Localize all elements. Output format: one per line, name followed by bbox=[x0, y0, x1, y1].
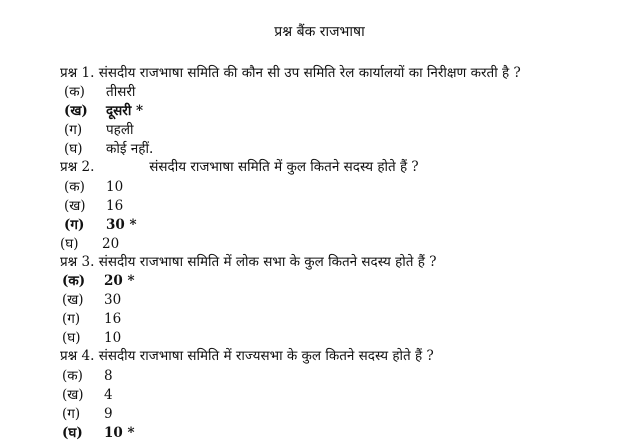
question-text: संसदीय राजभाषा समिति की कौन सी उप समिति रेल कार्यालयों का निरीक्षण करती है ? bbox=[98, 65, 521, 81]
question-number: प्रश्न 4. bbox=[60, 348, 95, 364]
question-2 bbox=[60, 157, 419, 175]
option-value: 16 bbox=[104, 311, 122, 327]
question-number: प्रश्न 3. bbox=[60, 254, 95, 270]
option-value: दूसरी * bbox=[106, 103, 144, 119]
question-1 bbox=[60, 63, 521, 81]
option-value: 16 bbox=[106, 198, 124, 214]
q1-option-c bbox=[64, 120, 134, 138]
option-value: 9 bbox=[104, 406, 113, 422]
option-label: (क) bbox=[64, 84, 85, 100]
question-number: प्रश्न 1. bbox=[60, 65, 95, 81]
option-label: (घ) bbox=[64, 141, 83, 157]
option-label: (क) bbox=[62, 273, 86, 289]
option-value: 30 * bbox=[106, 217, 137, 233]
option-value: 10 bbox=[106, 179, 124, 195]
option-label: (क) bbox=[64, 179, 85, 195]
option-label: (घ) bbox=[62, 425, 83, 441]
question-3 bbox=[60, 252, 436, 270]
option-value: 10 bbox=[104, 330, 122, 346]
option-label: (क) bbox=[62, 368, 83, 384]
option-label: (ग) bbox=[62, 406, 81, 422]
option-label: (ख) bbox=[62, 387, 84, 403]
option-value: 4 bbox=[104, 387, 113, 403]
option-label: (घ) bbox=[62, 330, 81, 346]
q3-option-b bbox=[62, 290, 121, 308]
option-label: (ख) bbox=[64, 103, 88, 119]
q2-option-b bbox=[64, 196, 123, 214]
q2-option-d bbox=[60, 234, 119, 252]
q3-option-a bbox=[62, 271, 135, 289]
option-value: पहली bbox=[106, 122, 134, 138]
option-label: (घ) bbox=[60, 236, 79, 252]
q2-option-a bbox=[64, 177, 123, 195]
q3-option-c bbox=[62, 309, 121, 327]
option-value: 8 bbox=[104, 368, 113, 384]
option-value: 30 bbox=[104, 292, 122, 308]
q2-option-c bbox=[64, 215, 137, 233]
option-label: (ग) bbox=[64, 122, 83, 138]
q1-option-b bbox=[64, 101, 143, 119]
question-text: संसदीय राजभाषा समिति में कुल कितने सदस्य होते हैं ? bbox=[149, 159, 419, 175]
option-label: (ख) bbox=[64, 198, 86, 214]
q4-option-b bbox=[62, 385, 113, 403]
option-label: (ग) bbox=[62, 311, 81, 327]
option-value: तीसरी bbox=[106, 84, 136, 100]
question-text: संसदीय राजभाषा समिति में राज्यसभा के कुल कितने सदस्य होते हैं ? bbox=[98, 348, 434, 364]
option-label: (ख) bbox=[62, 292, 84, 308]
question-4 bbox=[60, 346, 434, 364]
q3-option-d bbox=[62, 328, 121, 346]
q1-option-d bbox=[64, 139, 153, 157]
q4-option-d bbox=[62, 423, 135, 441]
q4-option-a bbox=[62, 366, 113, 384]
option-value: 20 * bbox=[104, 273, 135, 289]
page-title: प्रश्न बैंक राजभाषा bbox=[274, 24, 365, 40]
question-number: प्रश्न 2. bbox=[60, 159, 95, 175]
option-label: (ग) bbox=[64, 217, 85, 233]
option-value: कोई नहीं. bbox=[106, 141, 154, 157]
option-value: 10 * bbox=[104, 425, 135, 441]
question-text: संसदीय राजभाषा समिति में लोक सभा के कुल कितने सदस्य होते हैं ? bbox=[98, 254, 437, 270]
q1-option-a bbox=[64, 82, 135, 100]
q4-option-c bbox=[62, 404, 113, 422]
option-value: 20 bbox=[102, 236, 120, 252]
